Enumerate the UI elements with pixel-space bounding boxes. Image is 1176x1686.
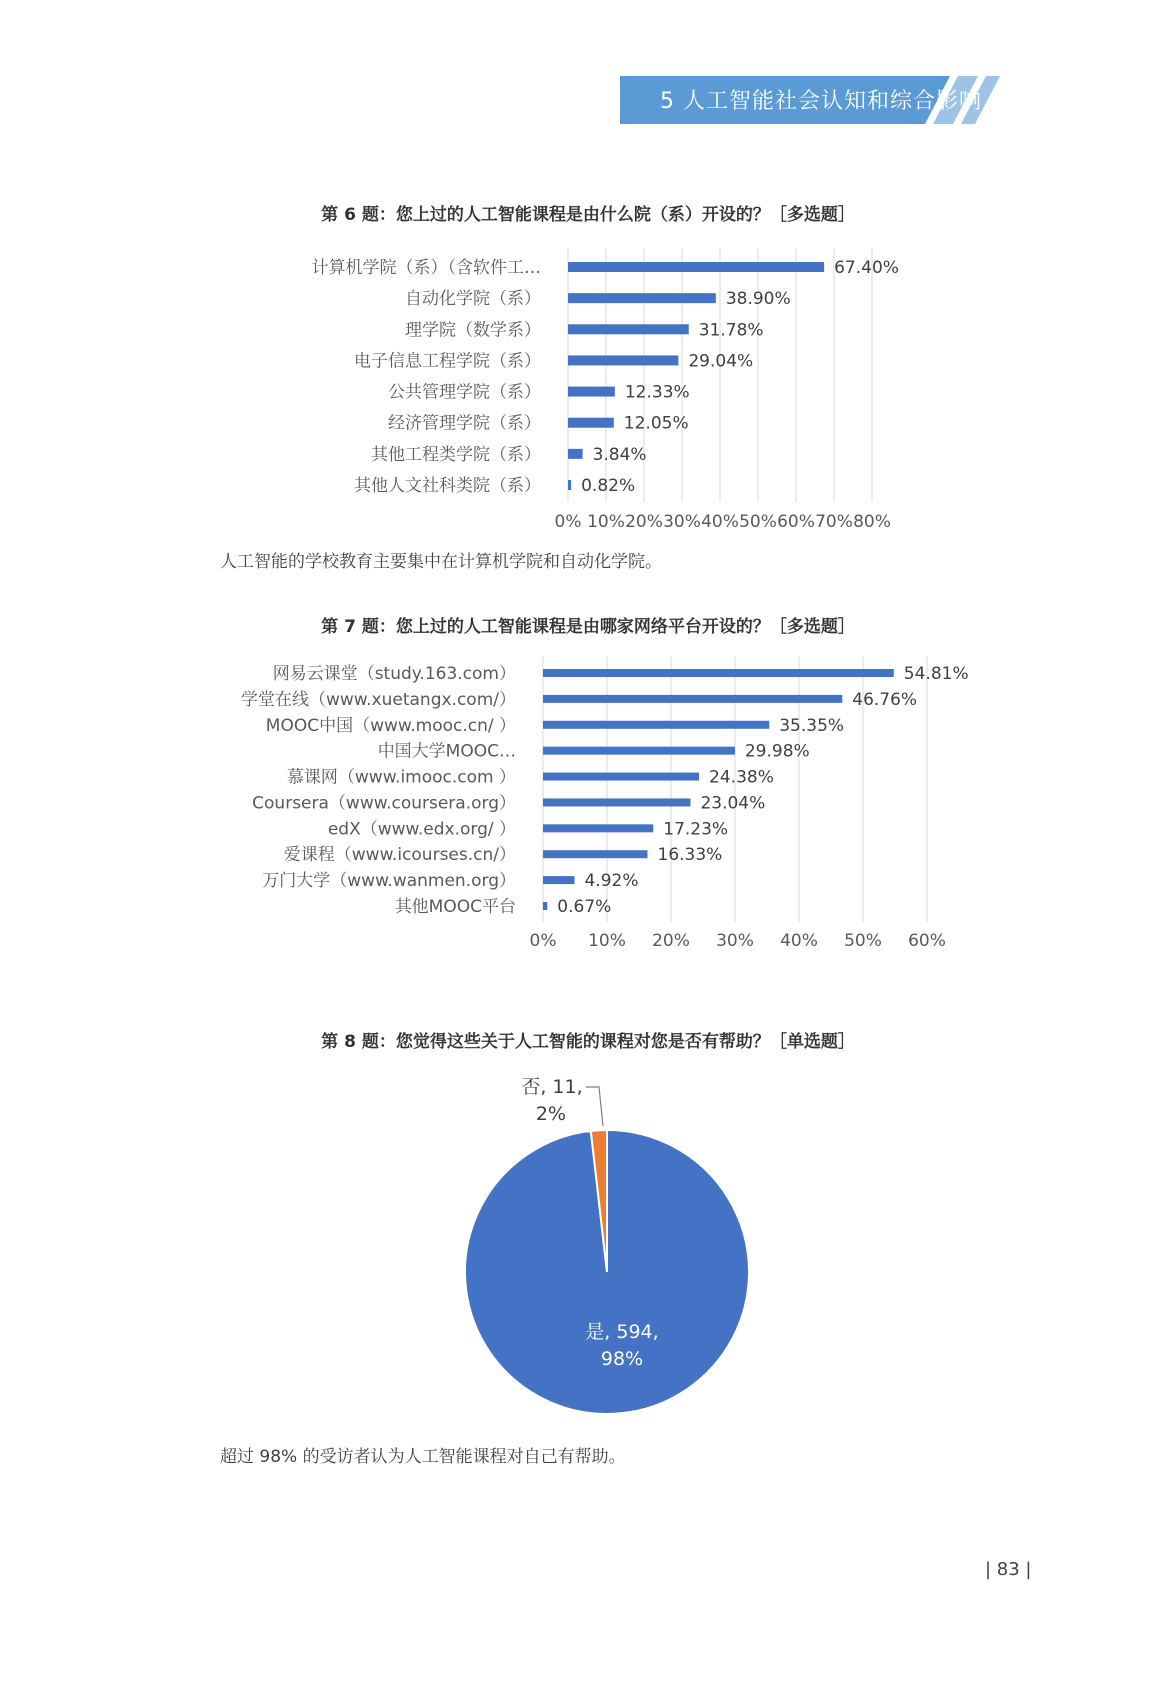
x-tick-label: 20% bbox=[652, 931, 690, 950]
data-label: 46.76% bbox=[852, 689, 918, 710]
data-label: 23.04% bbox=[700, 793, 766, 814]
bar bbox=[543, 876, 574, 884]
category-label: 爱课程（www.icourses.cn/） bbox=[283, 845, 516, 866]
bar bbox=[568, 449, 583, 459]
category-label: 理学院（数学系） bbox=[405, 320, 541, 341]
data-label: 3.84% bbox=[592, 444, 647, 465]
category-label: 万门大学（www.wanmen.org） bbox=[262, 871, 516, 892]
x-tick-label: 20% bbox=[625, 512, 663, 530]
category-label: edX（www.edx.org/ ） bbox=[327, 819, 516, 840]
question-8-caption: 超过 98% 的受访者认为人工智能课程对自己有帮助。 bbox=[220, 1447, 626, 1467]
question-8-pie-chart bbox=[0, 1060, 1176, 1420]
category-label: 经济管理学院（系） bbox=[388, 413, 541, 434]
bar bbox=[568, 355, 678, 365]
data-label: 0.67% bbox=[557, 897, 612, 917]
x-tick-label: 40% bbox=[780, 931, 818, 950]
category-label: 学堂在线（www.xuetangx.com/） bbox=[241, 689, 516, 710]
category-label: 公共管理学院（系） bbox=[388, 382, 541, 403]
data-label: 35.35% bbox=[779, 715, 845, 736]
bar bbox=[543, 902, 547, 910]
category-label: 网易云课堂（study.163.com） bbox=[272, 664, 516, 684]
data-label: 29.04% bbox=[688, 351, 754, 372]
bar bbox=[543, 773, 699, 781]
x-tick-label: 10% bbox=[587, 512, 625, 530]
leader-line bbox=[586, 1087, 603, 1126]
chapter-title: 5 人工智能社会认知和综合影响 bbox=[660, 89, 982, 114]
data-label: 24.38% bbox=[709, 767, 774, 788]
bar bbox=[568, 480, 571, 490]
data-label: 54.81% bbox=[903, 664, 969, 684]
bar bbox=[568, 293, 716, 303]
category-label: 其他人文社科类院（系） bbox=[354, 476, 541, 496]
category-label: MOOC中国（www.mooc.cn/ ） bbox=[265, 715, 516, 736]
category-label: 慕课网（www.imooc.com ） bbox=[286, 767, 516, 788]
x-tick-label: 10% bbox=[588, 931, 626, 950]
bar bbox=[568, 418, 614, 428]
question-8-title: 第 8 题：您觉得这些关于人工智能的课程对您是否有帮助？［单选题］ bbox=[321, 1032, 855, 1052]
data-label: 12.33% bbox=[624, 382, 690, 403]
bar bbox=[543, 747, 735, 755]
bar bbox=[568, 324, 689, 334]
x-tick-label: 60% bbox=[908, 931, 946, 950]
bar bbox=[543, 798, 690, 806]
data-label: 0.82% bbox=[581, 476, 636, 496]
x-tick-label: 60% bbox=[777, 512, 815, 530]
category-label: 其他工程类学院（系） bbox=[371, 444, 541, 465]
pie-label: 是, 594, bbox=[585, 1321, 659, 1343]
bar bbox=[543, 695, 842, 703]
category-label: 计算机学院（系）（含软件工… bbox=[311, 258, 541, 278]
x-tick-label: 50% bbox=[739, 512, 777, 530]
x-tick-label: 40% bbox=[701, 512, 739, 530]
data-label: 17.23% bbox=[663, 819, 729, 840]
x-tick-label: 80% bbox=[853, 512, 891, 530]
x-tick-label: 70% bbox=[815, 512, 853, 530]
question-6-bar-chart bbox=[0, 240, 1176, 530]
data-label: 4.92% bbox=[584, 871, 639, 892]
x-tick-label: 30% bbox=[716, 931, 754, 950]
data-label: 12.05% bbox=[623, 413, 689, 434]
pie-label: 98% bbox=[600, 1348, 644, 1370]
question-6-title: 第 6 题：您上过的人工智能课程是由什么院（系）开设的？［多选题］ bbox=[321, 205, 855, 225]
question-6-caption: 人工智能的学校教育主要集中在计算机学院和自动化学院。 bbox=[220, 552, 662, 572]
bar bbox=[568, 262, 824, 272]
bar bbox=[568, 387, 615, 397]
category-label: 其他MOOC平台 bbox=[394, 897, 516, 917]
question-7-bar-chart bbox=[0, 650, 1176, 950]
category-label: Coursera（www.coursera.org） bbox=[252, 793, 516, 814]
data-label: 29.98% bbox=[744, 741, 810, 762]
data-label: 16.33% bbox=[657, 845, 723, 866]
bar bbox=[543, 669, 894, 677]
x-tick-label: 0% bbox=[529, 931, 557, 950]
category-label: 自动化学院（系） bbox=[405, 289, 541, 310]
category-label: 中国大学MOOC… bbox=[377, 741, 516, 762]
bar bbox=[543, 721, 769, 729]
pie-label: 否, 11, bbox=[521, 1076, 583, 1098]
page-number: | 83 | bbox=[985, 1559, 1032, 1580]
question-7-title: 第 7 题：您上过的人工智能课程是由哪家网络平台开设的？［多选题］ bbox=[321, 617, 855, 637]
bar bbox=[543, 824, 653, 832]
pie-label: 2% bbox=[535, 1103, 567, 1125]
data-label: 31.78% bbox=[698, 320, 764, 341]
x-tick-label: 0% bbox=[554, 512, 582, 530]
x-tick-label: 50% bbox=[844, 931, 882, 950]
category-label: 电子信息工程学院（系） bbox=[354, 351, 541, 372]
bar bbox=[543, 850, 648, 858]
data-label: 38.90% bbox=[725, 289, 791, 310]
x-tick-label: 30% bbox=[663, 512, 701, 530]
data-label: 67.40% bbox=[834, 258, 899, 278]
